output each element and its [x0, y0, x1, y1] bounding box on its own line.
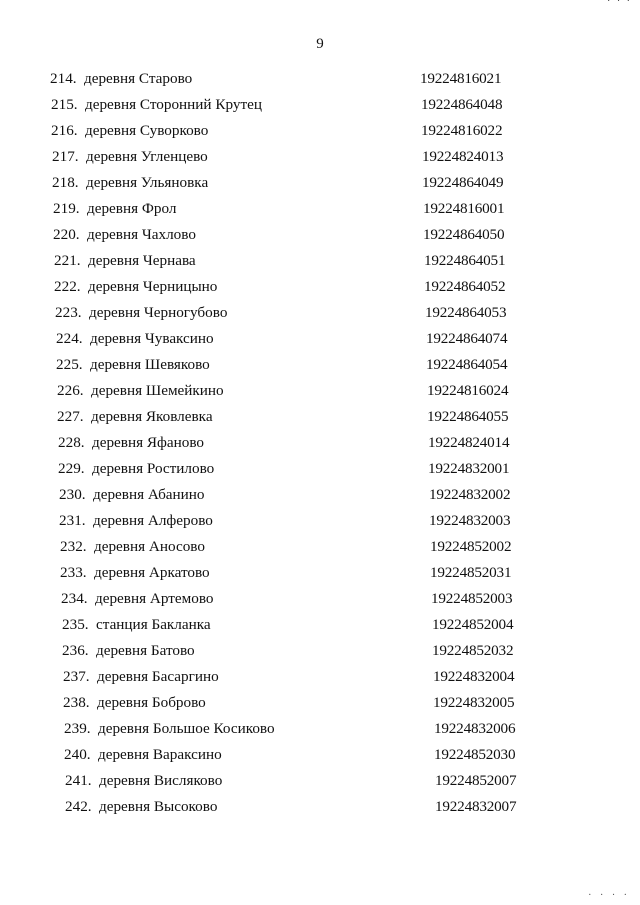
- scan-mark-bottom: · · · ·: [588, 890, 630, 901]
- entry-name: деревня Черницыно: [88, 278, 218, 295]
- entry-name: деревня Алферово: [93, 512, 213, 529]
- entry-code: 19224852007: [435, 772, 517, 789]
- entry-number: 238.: [63, 694, 90, 711]
- entry-number: 233.: [60, 564, 87, 581]
- entry-code: 19224816021: [420, 70, 502, 87]
- list-item: [0, 534, 640, 560]
- entry-code: 19224852002: [430, 538, 512, 555]
- entry-number: 214.: [50, 70, 77, 87]
- entry-number: 217.: [52, 148, 79, 165]
- entry-name: деревня Абанино: [93, 486, 205, 503]
- entry-name: станция Бакланка: [96, 616, 211, 633]
- entry-number: 229.: [58, 460, 85, 477]
- entry-number: 224.: [56, 330, 83, 347]
- entry-code: 19224864074: [426, 330, 508, 347]
- entry-code: 19224852030: [434, 746, 516, 763]
- entry-number: 235.: [62, 616, 89, 633]
- list-item: [0, 690, 640, 716]
- entry-code: 19224864052: [424, 278, 506, 295]
- entry-code: 19224852032: [432, 642, 514, 659]
- list-item: [0, 378, 640, 404]
- entry-number: 237.: [63, 668, 90, 685]
- scan-mark-top: · · ·: [607, 0, 632, 7]
- entry-name: деревня Высоково: [99, 798, 218, 815]
- settlement-list: [0, 66, 640, 820]
- entry-code: 19224816022: [421, 122, 503, 139]
- entry-name: деревня Яфаново: [92, 434, 204, 451]
- entry-name: деревня Большое Косиково: [98, 720, 275, 737]
- entry-code: 19224816024: [427, 382, 509, 399]
- entry-code: 19224824014: [428, 434, 510, 451]
- list-item: [0, 92, 640, 118]
- entry-code: 19224864050: [423, 226, 505, 243]
- entry-name: деревня Шемейкино: [91, 382, 224, 399]
- entry-number: 242.: [65, 798, 92, 815]
- entry-name: деревня Угленцево: [86, 148, 208, 165]
- list-item: [0, 274, 640, 300]
- entry-number: 228.: [58, 434, 85, 451]
- entry-name: деревня Шевяково: [90, 356, 210, 373]
- entry-number: 215.: [51, 96, 78, 113]
- entry-number: 221.: [54, 252, 81, 269]
- entry-code: 19224852004: [432, 616, 514, 633]
- entry-number: 219.: [53, 200, 80, 217]
- entry-number: 225.: [56, 356, 83, 373]
- list-item: [0, 456, 640, 482]
- list-item: [0, 352, 640, 378]
- entry-number: 232.: [60, 538, 87, 555]
- entry-name: деревня Яковлевка: [91, 408, 213, 425]
- list-item: [0, 404, 640, 430]
- list-item: [0, 664, 640, 690]
- page-number: 9: [316, 36, 324, 52]
- entry-code: 19224852003: [431, 590, 513, 607]
- list-item: [0, 716, 640, 742]
- list-item: [0, 196, 640, 222]
- entry-code: 19224832002: [429, 486, 511, 503]
- entry-number: 216.: [51, 122, 78, 139]
- entry-number: 222.: [54, 278, 81, 295]
- entry-number: 226.: [57, 382, 84, 399]
- list-item: [0, 66, 640, 92]
- entry-name: деревня Ростилово: [92, 460, 215, 477]
- entry-number: 230.: [59, 486, 86, 503]
- list-item: [0, 326, 640, 352]
- entry-number: 239.: [64, 720, 91, 737]
- entry-number: 223.: [55, 304, 82, 321]
- list-item: [0, 638, 640, 664]
- entry-number: 218.: [52, 174, 79, 191]
- entry-code: 19224832006: [434, 720, 516, 737]
- entry-number: 220.: [53, 226, 80, 243]
- entry-name: деревня Висляково: [99, 772, 223, 789]
- list-item: [0, 612, 640, 638]
- entry-number: 227.: [57, 408, 84, 425]
- entry-name: деревня Суворково: [85, 122, 209, 139]
- list-item: [0, 430, 640, 456]
- list-item: [0, 586, 640, 612]
- entry-code: 19224864051: [424, 252, 506, 269]
- list-item: [0, 248, 640, 274]
- entry-number: 234.: [61, 590, 88, 607]
- list-item: [0, 768, 640, 794]
- entry-code: 19224864049: [422, 174, 504, 191]
- entry-name: деревня Черногубово: [89, 304, 228, 321]
- list-item: [0, 508, 640, 534]
- list-item: [0, 222, 640, 248]
- list-item: [0, 170, 640, 196]
- entry-code: 19224864048: [421, 96, 503, 113]
- entry-name: деревня Фрол: [87, 200, 177, 217]
- entry-code: 19224864055: [427, 408, 509, 425]
- entry-name: деревня Батово: [96, 642, 195, 659]
- entry-name: деревня Басаргино: [97, 668, 219, 685]
- entry-name: деревня Чахлово: [87, 226, 196, 243]
- entry-code: 19224832003: [429, 512, 511, 529]
- entry-code: 19224832001: [428, 460, 510, 477]
- list-item: [0, 118, 640, 144]
- entry-name: деревня Чернава: [88, 252, 196, 269]
- list-item: [0, 794, 640, 820]
- entry-code: 19224824013: [422, 148, 504, 165]
- entry-code: 19224832007: [435, 798, 517, 815]
- entry-code: 19224852031: [430, 564, 512, 581]
- entry-name: деревня Аносово: [94, 538, 205, 555]
- entry-name: деревня Сторонний Крутец: [85, 96, 262, 113]
- list-item: [0, 482, 640, 508]
- list-item: [0, 144, 640, 170]
- entry-code: 19224816001: [423, 200, 505, 217]
- list-item: [0, 742, 640, 768]
- entry-name: деревня Ульяновка: [86, 174, 209, 191]
- list-item: [0, 560, 640, 586]
- entry-name: деревня Аркатово: [94, 564, 210, 581]
- entry-code: 19224864053: [425, 304, 507, 321]
- entry-name: деревня Артемово: [95, 590, 214, 607]
- entry-name: деревня Боброво: [97, 694, 206, 711]
- entry-number: 236.: [62, 642, 89, 659]
- list-item: [0, 300, 640, 326]
- entry-code: 19224864054: [426, 356, 508, 373]
- entry-name: деревня Чуваксино: [90, 330, 214, 347]
- entry-number: 241.: [65, 772, 92, 789]
- entry-code: 19224832005: [433, 694, 515, 711]
- entry-number: 240.: [64, 746, 91, 763]
- entry-number: 231.: [59, 512, 86, 529]
- entry-name: деревня Старово: [84, 70, 193, 87]
- entry-code: 19224832004: [433, 668, 515, 685]
- entry-name: деревня Вараксино: [98, 746, 222, 763]
